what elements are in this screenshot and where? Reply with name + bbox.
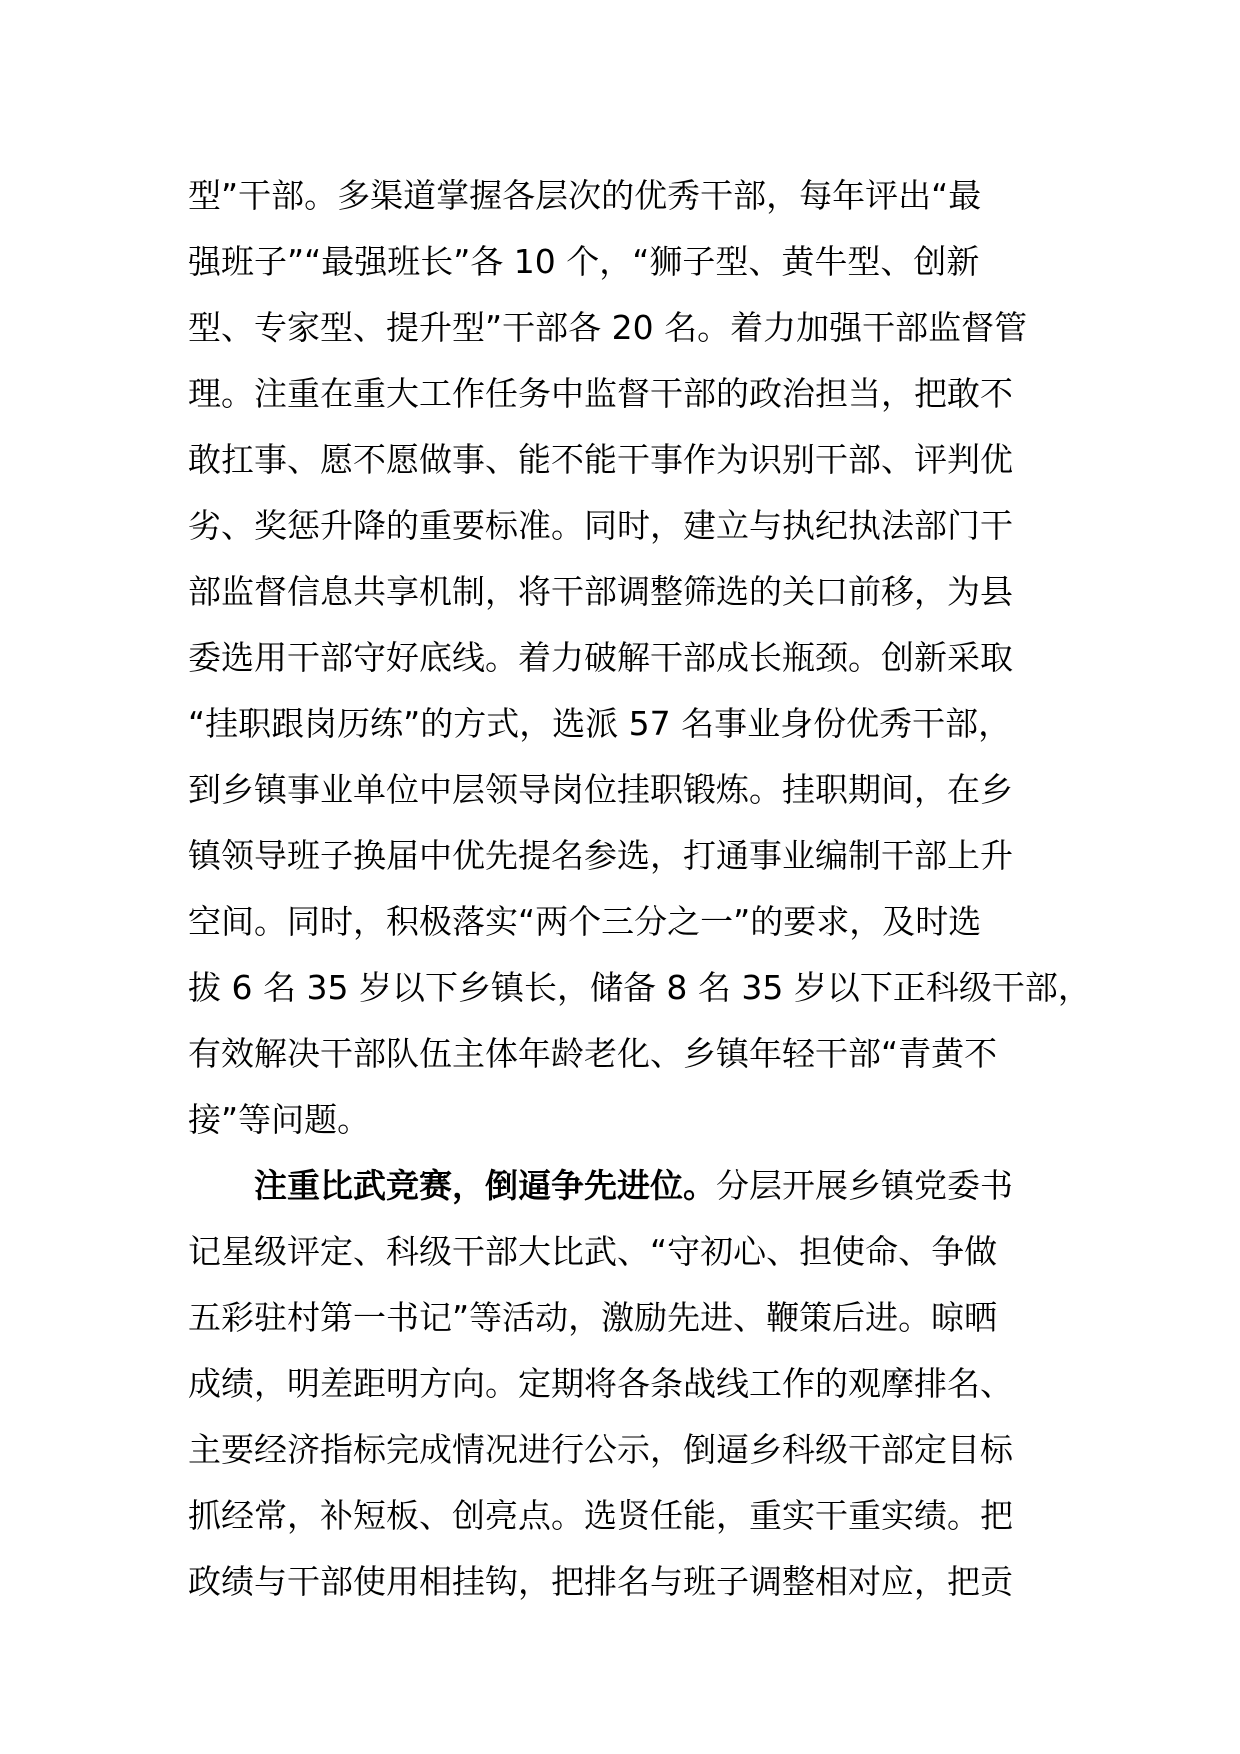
section-heading: 注重比武竞赛，倒逼争先进位。 [254,1166,716,1205]
paragraph-line: 政绩与干部使用相挂钩，把排名与班子调整相对应，把贡 [188,1562,1013,1601]
paragraph-line: 型、专家型、提升型”干部各 20 名。着力加强干部监督管 [188,308,1028,347]
paragraph-line: “挂职跟岗历练”的方式，选派 57 名事业身份优秀干部， [188,704,1012,743]
paragraph-line: 接”等问题。 [188,1100,371,1139]
paragraph-line: 镇领导班子换届中优先提名参选，打通事业编制干部上升 [188,836,1013,875]
paragraph-line: 理。注重在重大工作任务中监督干部的政治担当，把敢不 [188,374,1013,413]
paragraph-line: 主要经济指标完成情况进行公示，倒逼乡科级干部定目标 [188,1430,1013,1469]
paragraph-text: 分层开展乡镇党委书 [716,1166,1013,1205]
paragraph-line: 委选用干部守好底线。着力破解干部成长瓶颈。创新采取 [188,638,1013,677]
paragraph-line: 拔 6 名 35 岁以下乡镇长，储备 8 名 35 岁以下正科级干部， [188,968,1091,1007]
paragraph-line: 到乡镇事业单位中层领导岗位挂职锻炼。挂职期间，在乡 [188,770,1013,809]
paragraph-line: 空间。同时，积极落实“两个三分之一”的要求，及时选 [188,902,982,941]
paragraph-line: 五彩驻村第一书记”等活动，激励先进、鞭策后进。晾晒 [188,1298,998,1337]
paragraph-line: 强班子”“最强班长”各 10 个，“狮子型、黄牛型、创新 [188,242,980,281]
paragraph-line: 部监督信息共享机制，将干部调整筛选的关口前移，为县 [188,572,1013,611]
paragraph-line: 成绩，明差距明方向。定期将各条战线工作的观摩排名、 [188,1364,1013,1403]
paragraph-line: 记星级评定、科级干部大比武、“守初心、担使命、争做 [188,1232,998,1271]
paragraph-line: 抓经常，补短板、创亮点。选贤任能，重实干重实绩。把 [188,1496,1013,1535]
paragraph-line: 敢扛事、愿不愿做事、能不能干事作为识别干部、评判优 [188,440,1013,479]
paragraph-line: 劣、奖惩升降的重要标准。同时，建立与执纪执法部门干 [188,506,1013,545]
paragraph-line: 型”干部。多渠道掌握各层次的优秀干部，每年评出“最 [188,176,982,215]
paragraph-line: 有效解决干部队伍主体年龄老化、乡镇年轻干部“青黄不 [188,1034,998,1073]
paragraph-first-line [254,1153,1013,1219]
